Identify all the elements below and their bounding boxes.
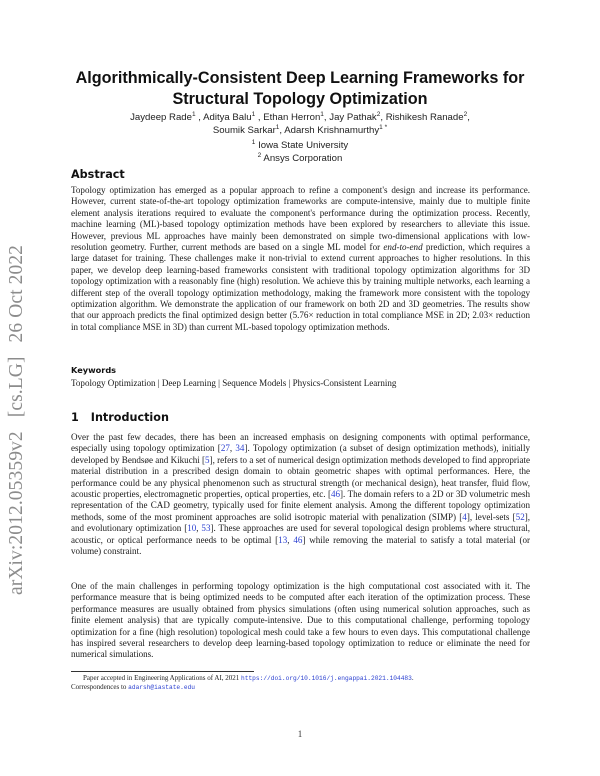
arxiv-id: arXiv:2012.05359v2 xyxy=(6,431,27,595)
abstract-heading: Abstract xyxy=(71,168,125,181)
keywords-text: Topology Optimization | Deep Learning | Sequence Models | Physics-Consistent Learning xyxy=(71,378,397,388)
author: Ethan Herron$^1$ xyxy=(263,111,324,123)
author-list: Jaydeep Rade$^1$ , Aditya Balu$^1$ , Ethan Herron$^1$, Jay Pathak$^2$, Rishikesh Ranade$^2$, Soumik Sarkar$^1$, Adarsh Krishnamurthy$^{1 *}$ xyxy=(130,111,470,136)
introduction-heading xyxy=(71,411,169,424)
footnote-correspondence: Correspondences to adarsh@iastate.edu xyxy=(71,683,195,691)
arxiv-identifier-stamp xyxy=(6,236,28,595)
paper-title xyxy=(60,68,540,110)
email-link[interactable]: adarsh@iastate.edu xyxy=(128,684,195,691)
citation-link[interactable]: 53 xyxy=(201,523,211,534)
section-title: Introduction xyxy=(90,411,169,424)
author: Jay Pathak$^2$ xyxy=(329,111,381,123)
doi-link[interactable]: https://doi.org/10.1016/j.engappai.2021.104483 xyxy=(241,675,412,682)
author: Soumik Sarkar$^1$ xyxy=(212,123,280,136)
introduction-paragraph-1: Over the past few decades, there has been an increased emphasis on designing components with optimal performance, especially using topology optimization [27, 34]. Topology optimization (a subset of design optimization methods), initially developed by Bendsøe and Kikuchi [5], refers to a set of numerical design optimization methods developed to find appropriate material distribution in a prescribed design domain to obtain geometric shapes with optimal performances. Here, the performance could be any physical phenomenon such as structural strength (or mechanical design), heat transfer, fluid flow, acoustic properties, electromagnetic properties, optical properties, etc. [46]. The domain refers to a 2D or 3D volumetric mesh representation of the CAD geometry, typically used for finite element analysis. Among the different topology optimization methods, some of the most prominent approaches are solid isotropic material with penalization (SIMP) [4], level-sets [52], and evolutionary optimization [10, 53]. These approaches are used for several topological design problems where structural, acoustic, or optical performance needs to be optimal [13, 46] while removing the material to satisfy a total material (or volume) constraint. xyxy=(71,432,530,557)
keywords-heading: Keywords xyxy=(71,365,117,375)
citation-link[interactable]: 10 xyxy=(187,523,197,534)
footnote-accepted: Paper accepted in Engineering Applications of AI, 2021 https://doi.org/10.1016/j.engappai.2021.104483. xyxy=(83,674,414,682)
author: Jaydeep Rade$^1$ xyxy=(130,111,196,123)
arxiv-date: 26 Oct 2022 xyxy=(6,244,27,343)
citation-link[interactable]: 46 xyxy=(331,489,341,500)
title-line-1: Algorithmically-Consistent Deep Learning Frameworks for xyxy=(75,69,525,87)
citation-link[interactable]: 34 xyxy=(235,443,245,454)
page-number: 1 xyxy=(297,729,303,739)
citation-link[interactable]: 13 xyxy=(278,534,288,545)
abstract-text: Topology optimization has emerged as a popular approach to refine a component's design and increase its performance. However, current state-of-the-art topology optimization frameworks are compute-intensive, mainly due to multiple finite element analysis iterations required to evaluate the component's performance during the optimization process. Recently, machine learning (ML)-based topology optimization methods have been explored by researchers to alleviate this issue. However, previous ML approaches have mainly been demonstrated on simple two-dimensional applications with low-resolution geometry. Further, current methods are based on a single ML model for end-to-end prediction, which requires a large dataset for training. These challenges make it non-trivial to extend current approaches to higher resolutions. In this paper, we develop deep learning-based frameworks consistent with traditional topology optimization algorithms for 3D topology optimization with a reasonably fine (high) resolution. We achieve this by training multiple networks, each learning a different step of the overall topology optimization methodology, making the framework more consistent with the topology optimization algorithm. We demonstrate the application of our framework on both 2D and 3D geometries. The results show that our approach predicts the final optimized design better (5.76× reduction in total compliance MSE in 2D; 2.03× reduction in total compliance MSE in 3D) than current ML-based topology optimization methods. xyxy=(71,185,530,332)
arxiv-category: [cs.LG] xyxy=(6,356,27,418)
citation-link[interactable]: 5 xyxy=(205,454,210,465)
author: Adarsh Krishnamurthy$^{1 *}$ xyxy=(284,123,388,136)
introduction-paragraph-2: One of the main challenges in performing topology optimization is the high computational cost associated with it. The performance measure that is being optimized needs to be computed after each iteration of the optimization process. These performance measures are usually obtained from physics simulations (often using numerical solution approaches, such as finite element analysis) that are typically compute-intensive. Due to this computational challenge, performing topology optimization for a fine (high resolution) topological mesh could take a few hours to even days. This computational challenge has inspired several researchers to develop deep learning-based topology optimization to reduce or eliminate the need for numerical simulations. xyxy=(71,581,530,660)
author: Rishikesh Ranade$^2$ xyxy=(385,111,468,123)
citation-link[interactable]: 4 xyxy=(462,511,467,522)
affiliation: $^2$ Ansys Corporation xyxy=(257,151,343,164)
title-line-2: Structural Topology Optimization xyxy=(172,90,428,108)
footnotes xyxy=(71,674,541,692)
citation-link[interactable]: 27 xyxy=(220,443,230,454)
affiliation-list xyxy=(60,140,540,165)
section-number: 1 xyxy=(71,411,79,424)
author: Aditya Balu$^1$ xyxy=(203,111,256,123)
citation-link[interactable]: 46 xyxy=(293,534,303,545)
affiliation: $^1$ Iowa State University xyxy=(251,139,349,151)
citation-link[interactable]: 52 xyxy=(515,511,525,522)
footnote-divider xyxy=(71,671,254,672)
